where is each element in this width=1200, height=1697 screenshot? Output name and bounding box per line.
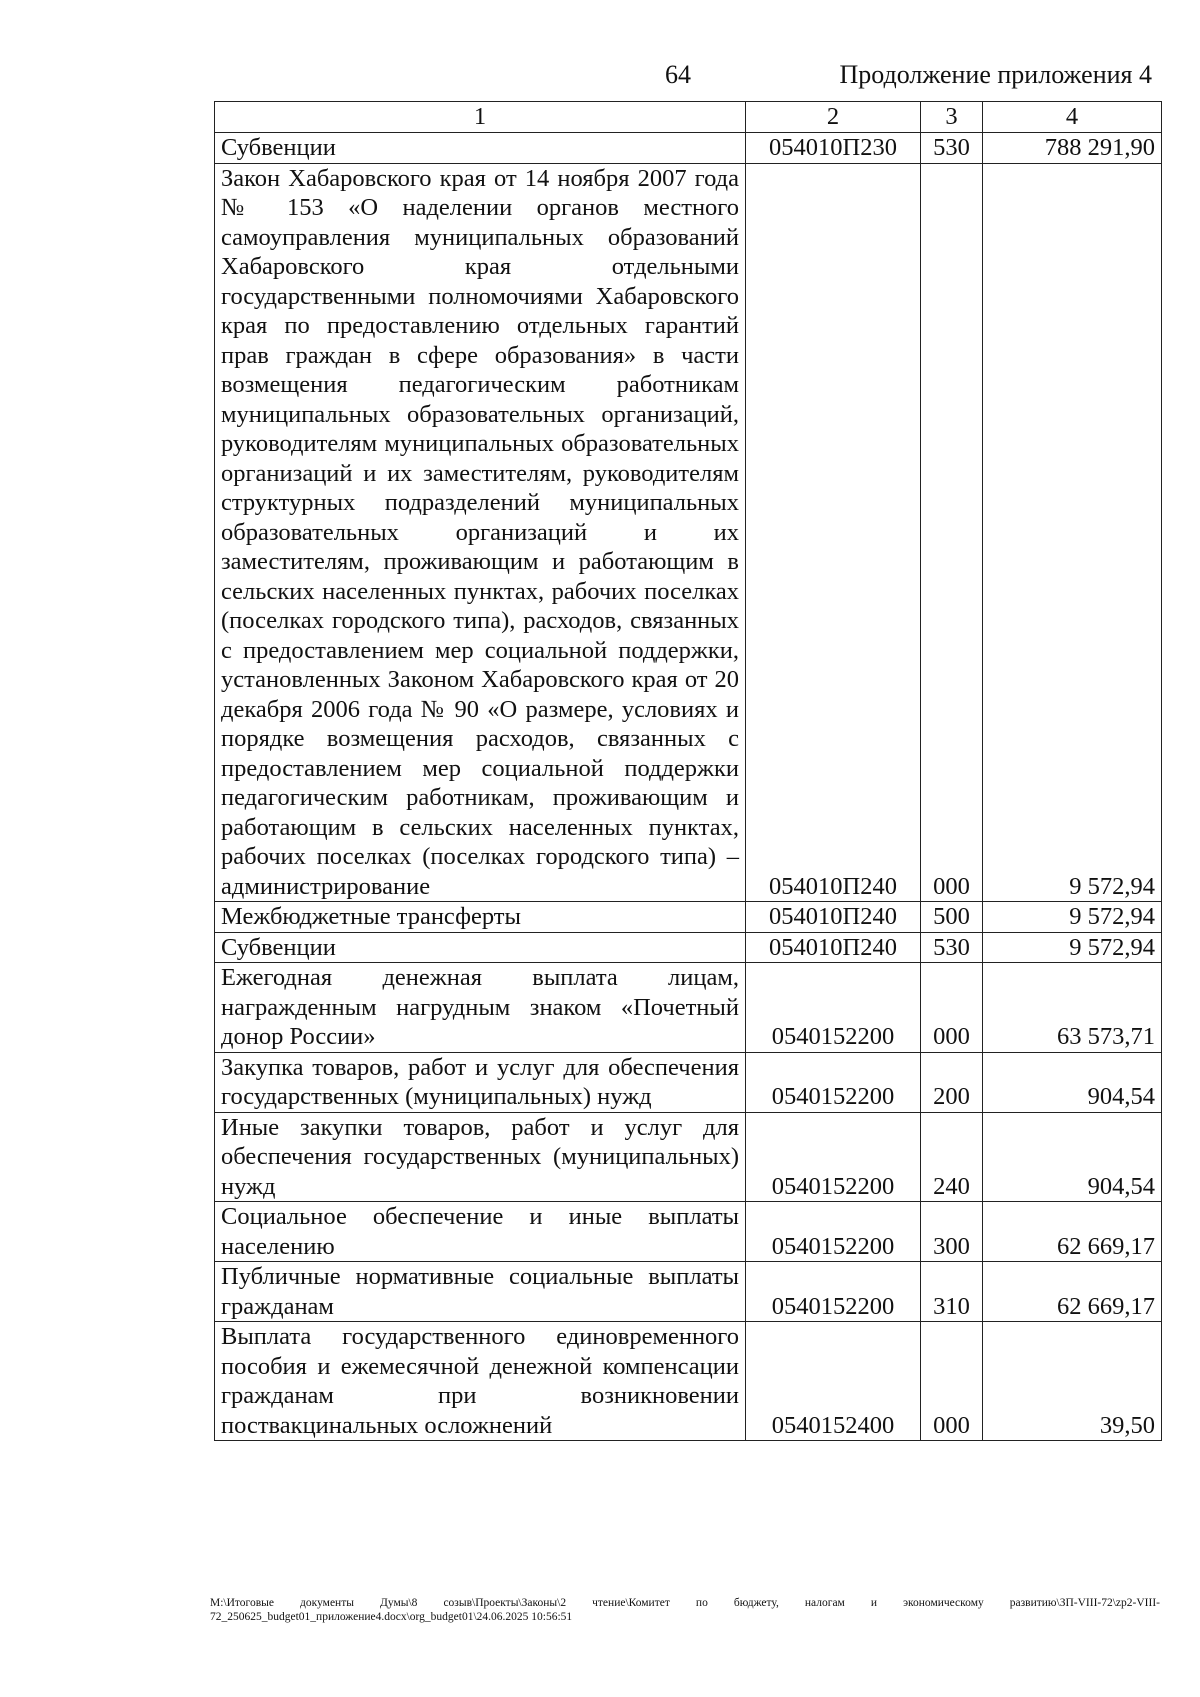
row-code: 054010П240 (746, 163, 921, 902)
row-amount: 9 572,94 (983, 932, 1162, 963)
table-row (215, 963, 1162, 1053)
document-path-footer: M:\Итоговые документы Думы\8 созыв\Проекты\Законы\2 чтение\Комитет по бюджету, налогам и экономическому развитию\ЗП-VIII-72\zp2-VIII-72_250625_budget01_приложение4.docx\org_budget01\24.06.2025 10:56:51 (210, 1597, 1160, 1623)
row-code: 054010П230 (746, 133, 921, 164)
column-header: 4 (983, 102, 1162, 133)
table-row (215, 1112, 1162, 1202)
row-amount: 39,50 (983, 1322, 1162, 1441)
row-amount: 62 669,17 (983, 1262, 1162, 1322)
row-amount: 9 572,94 (983, 902, 1162, 933)
table-row (215, 1262, 1162, 1322)
row-kind: 530 (921, 133, 983, 164)
column-header: 3 (921, 102, 983, 133)
row-code: 0540152200 (746, 1052, 921, 1112)
row-kind: 200 (921, 1052, 983, 1112)
row-amount: 9 572,94 (983, 163, 1162, 902)
table-row (215, 1202, 1162, 1262)
row-code: 0540152200 (746, 963, 921, 1053)
row-kind: 000 (921, 963, 983, 1053)
row-code: 054010П240 (746, 932, 921, 963)
table-row (215, 133, 1162, 164)
row-kind: 240 (921, 1112, 983, 1202)
column-header: 2 (746, 102, 921, 133)
row-kind: 300 (921, 1202, 983, 1262)
table-row (215, 902, 1162, 933)
row-name: Социальное обеспечение и иные выплаты населению (215, 1202, 746, 1262)
row-amount: 62 669,17 (983, 1202, 1162, 1262)
row-name: Иные закупки товаров, работ и услуг для обеспечения государственных (муниципальных) нужд (215, 1112, 746, 1202)
table-header-row (215, 102, 1162, 133)
row-code: 0540152200 (746, 1112, 921, 1202)
row-code: 054010П240 (746, 902, 921, 933)
row-amount: 63 573,71 (983, 963, 1162, 1053)
row-name: Межбюджетные трансферты (215, 902, 746, 933)
row-kind: 310 (921, 1262, 983, 1322)
row-amount: 788 291,90 (983, 133, 1162, 164)
column-header: 1 (215, 102, 746, 133)
row-name: Субвенции (215, 932, 746, 963)
row-name: Публичные нормативные социальные выплаты гражданам (215, 1262, 746, 1322)
row-code: 0540152400 (746, 1322, 921, 1441)
table-row (215, 1322, 1162, 1441)
row-kind: 000 (921, 1322, 983, 1441)
row-kind: 500 (921, 902, 983, 933)
continuation-title: Продолжение приложения 4 (839, 60, 1152, 89)
row-amount: 904,54 (983, 1112, 1162, 1202)
row-code: 0540152200 (746, 1202, 921, 1262)
row-amount: 904,54 (983, 1052, 1162, 1112)
page-number: 64 (665, 60, 691, 89)
row-name: Закон Хабаровского края от 14 ноября 2007 года № 153 «О наделении органов местного самоуправления муниципальных образований Хабаровского края отдельными государственными полномочиями Хабаровского края по предоставлению отдельных гарантий прав граждан в сфере образования» в части возмещения педагогическим работникам муниципальных образовательных организаций, руководителям муниципальных образовательных организаций и их заместителям, руководителям структурных подразделений муниципальных образовательных организаций и их заместителям, проживающим и работающим в сельских населенных пунктах, рабочих поселках (поселках городского типа), расходов, связанных с предоставлением мер социальной поддержки, установленных Законом Хабаровского края от 20 декабря 2006 года № 90 «О размере, условиях и порядке возмещения расходов, связанных с предоставлением мер социальной поддержки педагогическим работникам, проживающим и работающим в сельских населенных пунктах, рабочих поселках (поселках городского типа) – администрирование (215, 163, 746, 902)
row-name: Субвенции (215, 133, 746, 164)
row-name: Закупка товаров, работ и услуг для обеспечения государственных (муниципальных) нужд (215, 1052, 746, 1112)
table-row (215, 163, 1162, 902)
table-row (215, 1052, 1162, 1112)
row-name: Ежегодная денежная выплата лицам, награжденным нагрудным знаком «Почетный донор России» (215, 963, 746, 1053)
budget-table (214, 101, 1162, 1441)
row-kind: 000 (921, 163, 983, 902)
row-code: 0540152200 (746, 1262, 921, 1322)
table-row (215, 932, 1162, 963)
row-kind: 530 (921, 932, 983, 963)
row-name: Выплата государственного единовременного пособия и ежемесячной денежной компенсации гражданам при возникновении поствакцинальных осложнений (215, 1322, 746, 1441)
